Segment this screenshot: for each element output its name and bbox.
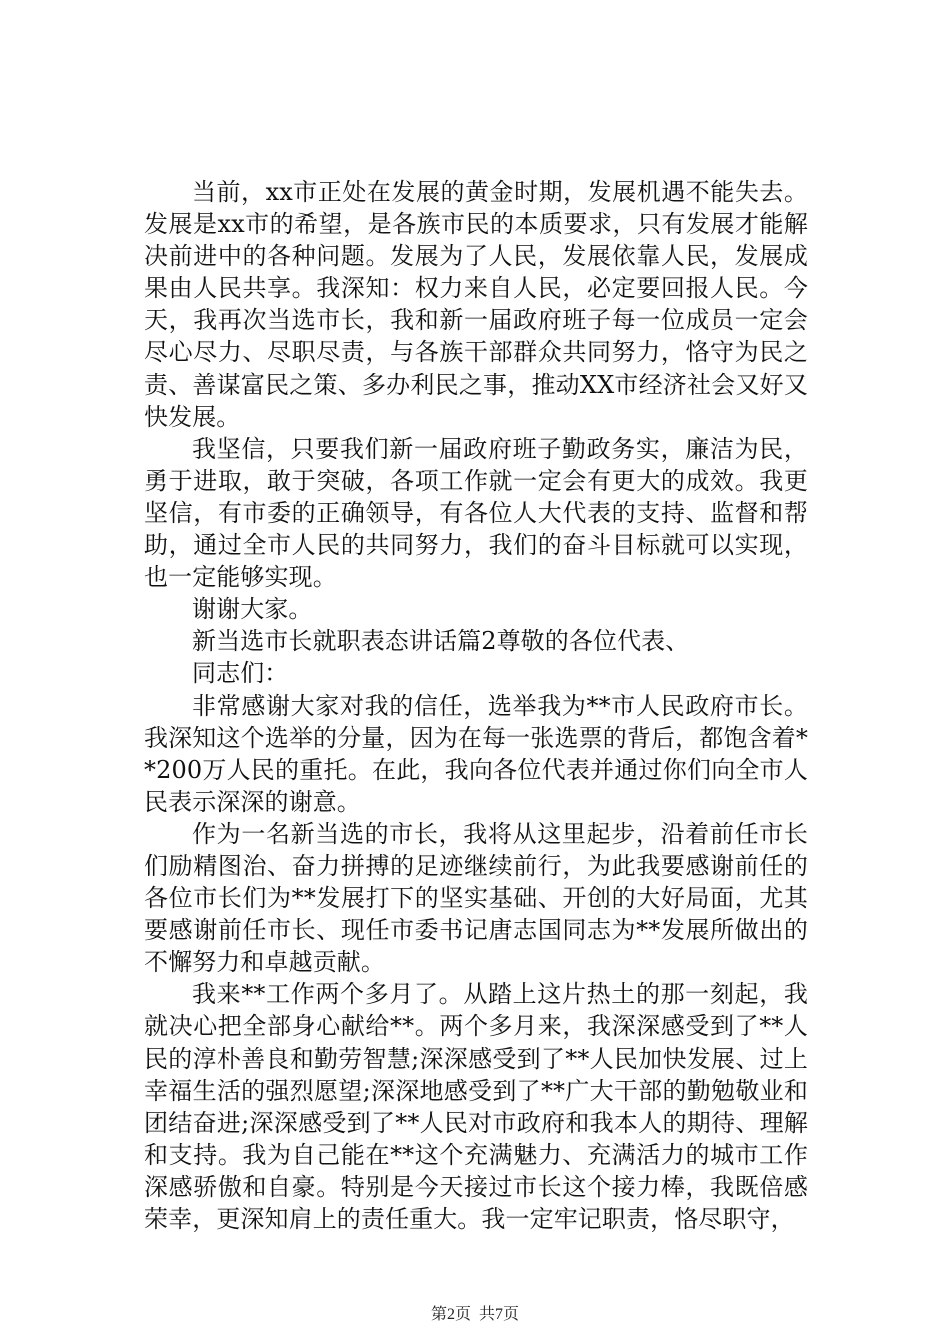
paragraph-predecessors: 作为一名新当选的市长，我将从这里起步，沿着前任市长们励精图治、奋力拼搏的足迹继续前行，为此我要感谢前任的各位市长们为**发展打下的坚实基础、开创的大好局面，尤其要感谢前任市长、现任市委书记唐志国同志为**发展所做出的不懈努力和卓越贡献。	[144, 819, 808, 977]
paragraph-development: 当前，xx市正处在发展的黄金时期，发展机遇不能失去。发展是xx市的希望，是各族市民的本质要求，只有发展才能解决前进中的各种问题。发展为了人民，发展依靠人民，发展成果由人民共享。我深知：权力来自人民，必定要回报人民。今天，我再次当选市长，我和新一届政府班子每一位成员一定会尽心尽力、尽职尽责，与各族干部群众共同努力，恪守为民之责、善谋富民之策、多办利民之事，推动XX市经济社会又好又快发展。	[144, 178, 808, 431]
page-footer: 第2页 共7页	[430, 1306, 519, 1323]
paragraph-belief: 我坚信，只要我们新一届政府班子勤政务实，廉洁为民，勇于进取，敢于突破，各项工作就一定会有更大的成效。我更坚信，有市委的正确领导，有各位人大代表的支持、监督和帮助，通过全市人民的共同努力，我们的奋斗目标就可以实现，也一定能够实现。	[144, 434, 808, 592]
speech-2-heading: 新当选市长就职表态讲话篇2尊敬的各位代表、	[192, 627, 690, 656]
paragraph-commitment: 我来**工作两个多月了。从踏上这片热土的那一刻起，我就决心把全部身心献给**。两个多月来，我深深感受到了**人民的淳朴善良和勤劳智慧;深深感受到了**人民加快发展、过上幸福生活的强烈愿望;深深地感受到了**广大干部的勤勉敬业和团结奋进;深深感受到了**人民对市政府和我本人的期待、理解和支持。我为自己能在**这个充满魅力、充满活力的城市工作深感骄傲和自豪。特别是今天接过市长这个接力棒，我既倍感荣幸，更深知肩上的责任重大。我一定牢记职责，恪尽职守，	[144, 980, 808, 1233]
document-body	[144, 176, 808, 1235]
paragraph-thanks: 谢谢大家。	[192, 595, 313, 624]
paragraph-gratitude: 非常感谢大家对我的信任，选举我为**市人民政府市长。我深知这个选举的分量，因为在每一张选票的背后，都饱含着**200万人民的重托。在此，我向各位代表并通过你们向全市人民表示深深的谢意。	[144, 691, 808, 816]
salutation: 同志们：	[192, 659, 289, 688]
